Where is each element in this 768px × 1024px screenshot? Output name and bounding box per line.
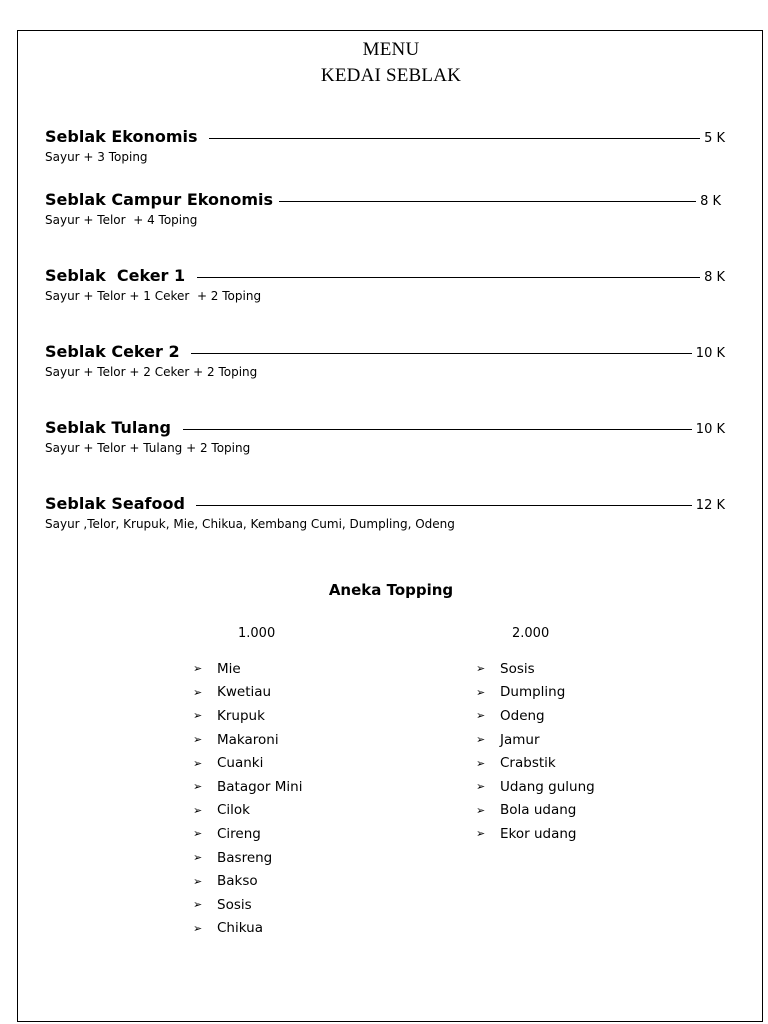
item-price: 5 K [704, 131, 725, 146]
item-description: Sayur + Telor + 1 Ceker + 2 Toping [45, 289, 262, 303]
item-name: Seblak Ceker 2 [45, 342, 186, 361]
arrowhead-bullet-icon: ➢ [193, 662, 203, 676]
item-price: 8 K [700, 194, 721, 209]
topping-list [476, 657, 595, 846]
arrowhead-bullet-icon: ➢ [193, 874, 203, 888]
arrowhead-bullet-icon: ➢ [476, 827, 486, 841]
item-description: Sayur + Telor + 2 Ceker + 2 Toping [45, 365, 258, 379]
arrowhead-bullet-icon: ➢ [193, 898, 203, 912]
arrowhead-bullet-icon: ➢ [193, 780, 203, 794]
topping-name: Kwetiau [217, 684, 272, 701]
menu-title: MENU [362, 39, 420, 60]
list-item [193, 681, 302, 705]
item-name: Seblak Campur Ekonomis [45, 190, 274, 209]
list-item [476, 728, 595, 752]
arrowhead-bullet-icon: ➢ [476, 756, 486, 770]
topping-name: Jamur [500, 731, 540, 748]
menu-item [45, 127, 725, 164]
item-description: Sayur ,Telor, Krupuk, Mie, Chikua, Kembang Cumi, Dumpling, Odeng [45, 517, 455, 531]
list-item [193, 799, 302, 823]
item-price: 10 K [695, 346, 725, 361]
item-name: Seblak Tulang [45, 418, 177, 437]
item-price: 8 K [704, 270, 725, 285]
topping-name: Udang gulung [500, 778, 595, 795]
arrowhead-bullet-icon: ➢ [476, 803, 486, 817]
list-item [193, 704, 302, 728]
leader-line [183, 429, 692, 430]
list-item [476, 775, 595, 799]
leader-line [279, 201, 696, 202]
leader-line [191, 353, 692, 354]
topping-name: Ekor udang [500, 825, 577, 842]
list-item [193, 657, 302, 681]
menu-item [45, 494, 725, 531]
topping-name: Cuanki [217, 755, 264, 772]
item-price: 10 K [695, 422, 725, 437]
arrowhead-bullet-icon: ➢ [193, 756, 203, 770]
shop-name: KEDAI SEBLAK [320, 65, 462, 86]
item-name: Seblak Ceker 1 [45, 266, 191, 285]
topping-name: Cilok [217, 802, 251, 819]
topping-name: Dumpling [500, 684, 566, 701]
arrowhead-bullet-icon: ➢ [476, 685, 486, 699]
topping-name: Sosis [500, 660, 535, 677]
topping-section-title: Aneka Topping [328, 581, 454, 599]
topping-name: Bakso [217, 873, 258, 890]
list-item [193, 917, 302, 941]
list-item [193, 893, 302, 917]
item-description: Sayur + Telor + 4 Toping [45, 213, 198, 227]
arrowhead-bullet-icon: ➢ [476, 662, 486, 676]
item-name: Seblak Ekonomis [45, 127, 204, 146]
menu-item [45, 418, 725, 455]
topping-name: Odeng [500, 707, 545, 724]
list-item [193, 728, 302, 752]
topping-name: Makaroni [217, 731, 279, 748]
topping-name: Bola udang [500, 802, 577, 819]
list-item [476, 799, 595, 823]
topping-name: Crabstik [500, 755, 556, 772]
arrowhead-bullet-icon: ➢ [193, 921, 203, 935]
menu-item [45, 342, 725, 379]
topping-name: Mie [217, 660, 241, 677]
topping-name: Cireng [217, 825, 261, 842]
list-item [193, 822, 302, 846]
topping-price-heading: 2.000 [512, 626, 550, 641]
list-item [193, 846, 302, 870]
list-item [476, 704, 595, 728]
list-item [476, 657, 595, 681]
arrowhead-bullet-icon: ➢ [193, 851, 203, 865]
topping-name: Batagor Mini [217, 778, 303, 795]
topping-name: Krupuk [217, 707, 265, 724]
topping-name: Chikua [217, 920, 263, 937]
list-item [476, 751, 595, 775]
topping-name: Sosis [217, 896, 252, 913]
list-item [193, 751, 302, 775]
item-name: Seblak Seafood [45, 494, 191, 513]
topping-name: Basreng [217, 849, 273, 866]
item-description: Sayur + 3 Toping [45, 150, 148, 164]
arrowhead-bullet-icon: ➢ [193, 733, 203, 747]
arrowhead-bullet-icon: ➢ [476, 709, 486, 723]
arrowhead-bullet-icon: ➢ [193, 827, 203, 841]
arrowhead-bullet-icon: ➢ [193, 803, 203, 817]
arrowhead-bullet-icon: ➢ [193, 709, 203, 723]
list-item [193, 869, 302, 893]
list-item [476, 822, 595, 846]
leader-line [209, 138, 700, 139]
arrowhead-bullet-icon: ➢ [476, 733, 486, 747]
item-description: Sayur + Telor + Tulang + 2 Toping [45, 441, 251, 455]
list-item [476, 681, 595, 705]
topping-price-heading: 1.000 [238, 626, 276, 641]
arrowhead-bullet-icon: ➢ [476, 780, 486, 794]
menu-item [45, 190, 721, 227]
item-price: 12 K [695, 498, 725, 513]
leader-line [196, 505, 691, 506]
leader-line [197, 277, 700, 278]
list-item [193, 775, 302, 799]
topping-list [193, 657, 302, 940]
menu-item [45, 266, 725, 303]
arrowhead-bullet-icon: ➢ [193, 685, 203, 699]
menu-page [17, 30, 763, 1022]
